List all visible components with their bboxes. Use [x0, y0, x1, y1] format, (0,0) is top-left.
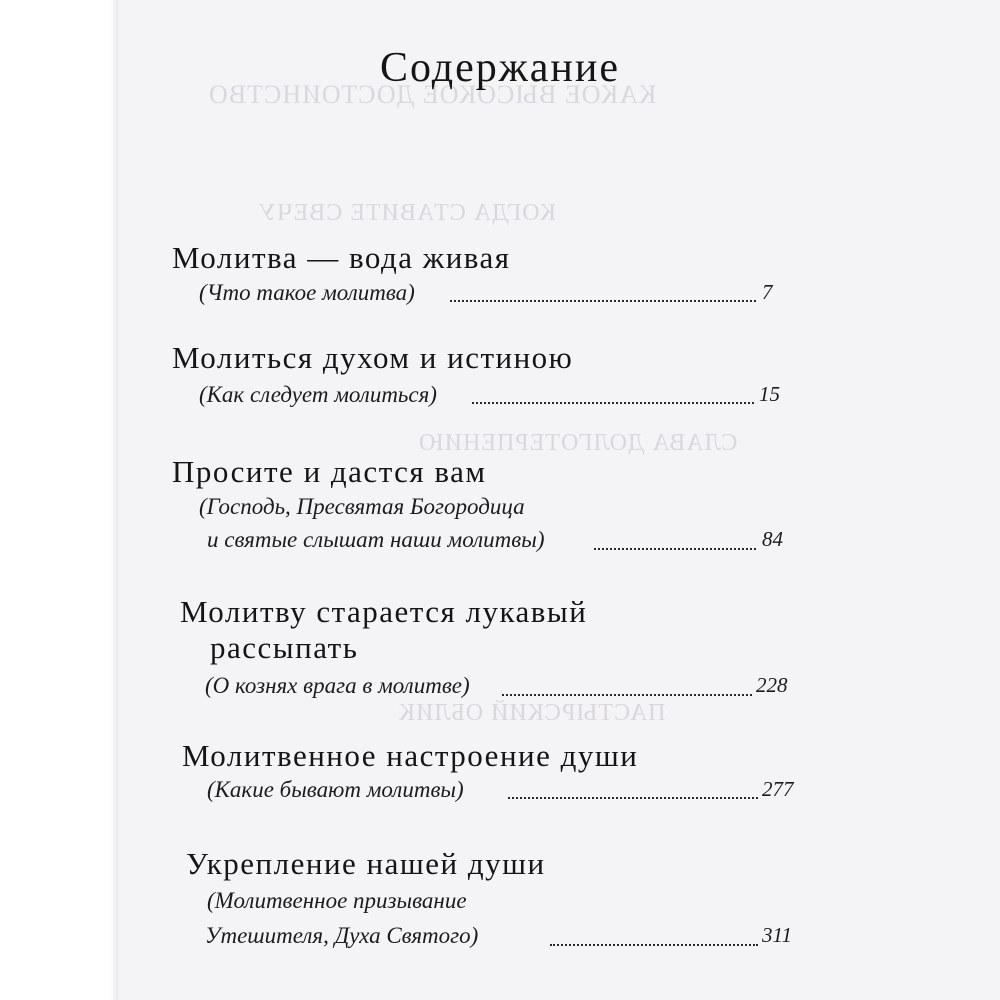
chapter-subtitle: (Какие бывают молитвы)	[207, 777, 464, 802]
dot-leader	[550, 944, 758, 946]
bleed-through-text: ПАСТЫРСКИЙ ОБЛИК	[398, 700, 666, 726]
chapter-subtitle: (Молитвенное призывание	[207, 888, 467, 913]
chapter-subtitle: (О кознях врага в молитве)	[205, 673, 470, 698]
chapter-title: Молитва — вода живая	[172, 240, 511, 275]
chapter-title: рассыпать	[210, 630, 359, 665]
bleed-through-text: КОГДА СТАВИТЕ СВЕЧУ	[258, 200, 556, 226]
chapter-title: Укрепление нашей души	[186, 846, 546, 881]
bleed-through-text: СЛАВА ДОЛГОТЕРПЕНИЮ	[418, 430, 738, 456]
dot-leader	[450, 300, 756, 302]
chapter-title: Молиться духом и истиною	[172, 340, 574, 375]
bleed-through-text: КАКОЕ ВЫСОКОЕ ДОСТОИНСТВО	[208, 80, 657, 109]
dot-leader	[508, 797, 758, 799]
page-number: 311	[762, 923, 792, 947]
page-edge	[110, 0, 118, 1000]
chapter-title: Просите и дастся вам	[172, 454, 487, 489]
chapter-title: Молитву старается лукавый	[180, 594, 588, 629]
chapter-subtitle: (Что такое молитва)	[199, 280, 415, 305]
page-number: 228	[756, 673, 788, 697]
chapter-subtitle: Утешителя, Духа Святого)	[205, 923, 479, 948]
dot-leader	[594, 548, 756, 550]
page-number: 84	[762, 527, 783, 551]
chapter-subtitle: (Как следует молиться)	[199, 382, 437, 407]
page-number: 277	[762, 777, 794, 801]
page-number: 7	[762, 280, 773, 304]
chapter-title: Молитвенное настроение души	[182, 738, 639, 773]
dot-leader	[502, 694, 752, 696]
dot-leader	[472, 402, 754, 404]
chapter-subtitle: и святые слышат наши молитвы)	[207, 527, 545, 552]
chapter-subtitle: (Господь, Пресвятая Богородица	[199, 494, 525, 519]
page-number: 15	[759, 382, 780, 406]
page-title: Содержание	[379, 45, 621, 91]
